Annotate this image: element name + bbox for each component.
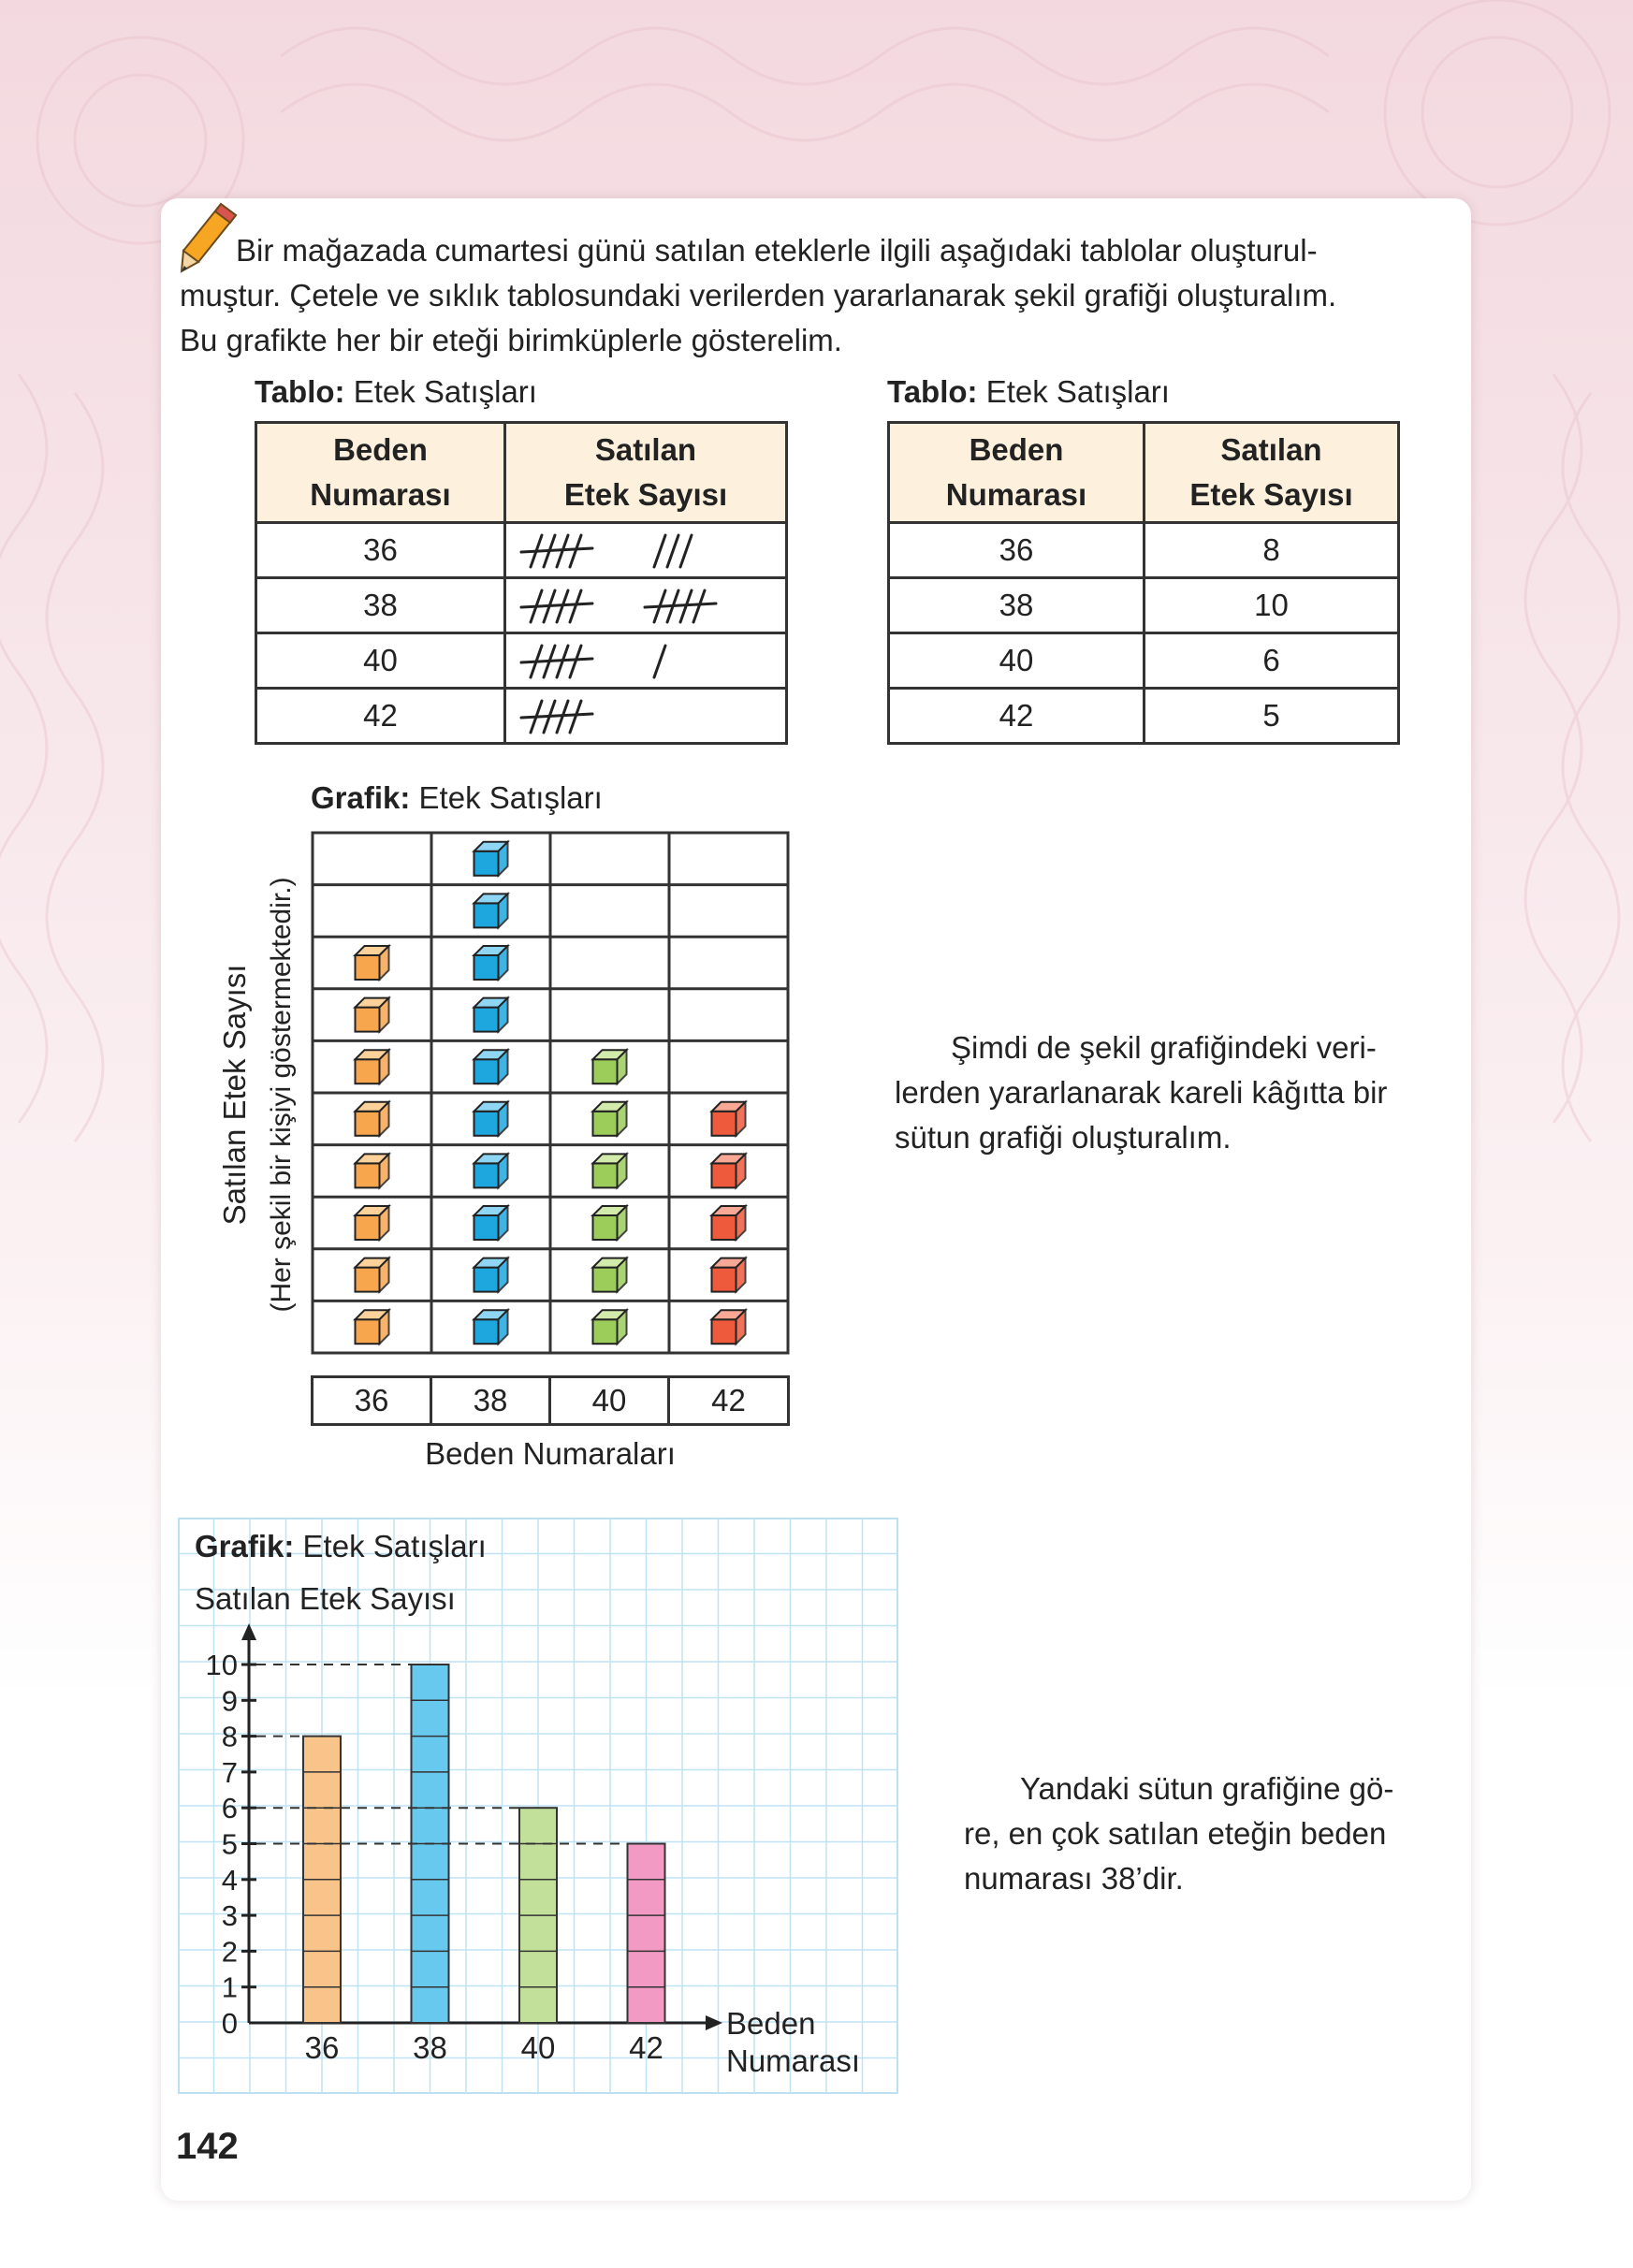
bar-chart-x-label-1: Beden [726,2006,816,2041]
tally-stroke [654,535,665,567]
side-1-line-3: sütun grafiği oluşturalım. [895,1120,1232,1155]
pictograph-title-rest: Etek Satışları [410,780,603,815]
x-tick-label: 42 [629,2030,663,2065]
y-tick-label: 7 [221,1755,238,1789]
size-cell: 42 [889,689,1145,744]
tally-stroke [570,535,581,567]
tally-stroke [570,646,581,677]
cube-icon [474,946,508,980]
table-row [889,578,1399,633]
x-tick-label: 38 [413,2030,447,2065]
table-row [256,578,787,633]
side-paragraph-1 [895,1025,1454,1160]
table-row [256,633,787,689]
cube-icon [356,998,389,1032]
tally-cross-stroke [521,659,592,662]
tally-cell [505,633,787,689]
tally-table-title [255,374,537,410]
cube-icon [474,1102,508,1136]
size-cell: 40 [256,633,505,689]
cube-icon [712,1102,746,1136]
cube-icon [356,1050,389,1083]
tally-stroke [654,646,665,677]
size-cell: 38 [256,578,505,633]
tally-marks [506,634,785,687]
tally-marks [506,690,785,742]
x-tick-label: 36 [304,2030,340,2065]
cube-icon [356,1154,389,1187]
freq-table-title-bold: Tablo: [887,374,978,409]
tally-cross-stroke [645,603,716,607]
freq-table-title [887,374,1170,410]
bar-chart-title [195,1529,487,1563]
tally-stroke [570,701,581,733]
cube-icon [356,1258,389,1292]
bar-chart [178,1518,898,2094]
intro-line-2: muştur. Çetele ve sıklık tablosundaki verilerden yararlanarak şekil grafiği oluşturalım. [180,278,1337,313]
cube-icon [474,1258,508,1292]
cube-icon [712,1310,746,1344]
cube-icon [593,1154,627,1187]
table-row [889,633,1399,689]
tally-cell [505,578,787,633]
side-2-line-1: Yandaki sütun grafiğine gö- [1020,1771,1394,1806]
page-number: 142 [176,2126,239,2167]
y-tick-label: 6 [221,1792,238,1825]
side-2-line-3: numarası 38’dir. [964,1861,1184,1896]
table-row [889,523,1399,578]
count-cell: 10 [1145,578,1399,633]
side-1-line-1: Şimdi de şekil grafiğindeki veri- [951,1030,1377,1065]
cube-icon [474,1310,508,1344]
tally-cross-stroke [521,548,592,552]
y-tick-label: 0 [221,2007,238,2040]
tally-stroke [680,535,692,567]
y-tick-label: 5 [221,1827,238,1861]
bar-chart-title-bold: Grafik: [195,1529,295,1563]
pictograph-x-cat: 38 [430,1375,551,1426]
intro-paragraph [180,228,1452,363]
pictograph-y-note: (Her şekil bir kişiyi göstermektedir.) [266,877,297,1313]
tally-cross-stroke [521,714,592,718]
freq-table-title-rest: Etek Satışları [977,374,1170,409]
y-tick-label: 10 [205,1649,238,1681]
tally-table-header-size: Beden Numarası [256,423,505,523]
cube-icon [474,842,508,876]
bar-chart-y-label: Satılan Etek Sayısı [195,1581,456,1616]
tally-cell [505,523,787,578]
y-tick-label: 1 [221,1970,238,2004]
tally-table-title-bold: Tablo: [255,374,345,409]
tally-cell [505,689,787,744]
freq-table [887,421,1400,745]
cube-icon [712,1154,746,1187]
count-cell: 5 [1145,689,1399,744]
count-cell: 6 [1145,633,1399,689]
tally-marks [506,524,785,576]
tally-stroke [570,590,581,622]
cube-icon [593,1206,627,1240]
freq-table-header-count: Satılan Etek Sayısı [1145,423,1399,523]
tally-stroke [667,535,678,567]
side-2-line-2: re, en çok satılan eteğin beden [964,1816,1387,1851]
cube-icon [712,1258,746,1292]
tally-table-header-count: Satılan Etek Sayısı [505,423,787,523]
bar [628,1844,665,2024]
cube-icon [356,1310,389,1344]
pictograph-x-cat: 40 [548,1375,670,1426]
pictograph-x-label: Beden Numaraları [425,1436,676,1471]
table-row [256,523,787,578]
cube-icon [593,1050,627,1083]
pictograph-y-axis-label [210,833,313,1357]
side-1-line-2: lerden yararlanarak kareli kâğıtta bir [895,1075,1388,1110]
cube-icon [474,1050,508,1083]
y-tick-label: 8 [221,1720,238,1753]
y-tick-label: 2 [221,1935,238,1969]
pictograph-x-cat: 42 [667,1375,790,1426]
side-paragraph-2 [964,1766,1454,1901]
tally-stroke [693,590,705,622]
pictograph-y-label: Satılan Etek Sayısı [217,964,252,1226]
cube-icon [474,894,508,927]
tally-marks [506,579,785,632]
tally-table [255,421,788,745]
y-tick-label: 9 [221,1684,238,1718]
size-cell: 40 [889,633,1145,689]
pictograph-title-bold: Grafik: [311,780,411,815]
cube-icon [356,1102,389,1136]
tally-cross-stroke [521,603,592,607]
cube-icon [593,1102,627,1136]
size-cell: 38 [889,578,1145,633]
count-cell: 8 [1145,523,1399,578]
cube-icon [474,1206,508,1240]
y-tick-label: 4 [221,1863,238,1897]
size-cell: 36 [256,523,505,578]
size-cell: 36 [889,523,1145,578]
cube-icon [712,1206,746,1240]
cube-icon [356,1206,389,1240]
tally-table-title-rest: Etek Satışları [344,374,537,409]
table-row [256,689,787,744]
x-tick-label: 40 [520,2030,556,2065]
pictograph-title [311,780,603,816]
cube-icon [593,1258,627,1292]
table-row [889,689,1399,744]
cube-icon [593,1310,627,1344]
size-cell: 42 [256,689,505,744]
bar-chart-title-rest: Etek Satışları [294,1529,487,1563]
intro-line-1: Bir mağazada cumartesi günü satılan eteklerle ilgili aşağıdaki tablolar oluşturul- [236,233,1318,268]
pictograph-x-cat: 36 [311,1375,432,1426]
bar-chart-x-label-2: Numarası [726,2043,861,2078]
freq-table-header-size: Beden Numarası [889,423,1145,523]
cube-icon [356,946,389,980]
y-tick-label: 3 [221,1899,238,1933]
intro-line-3: Bu grafikte her bir eteği birimküplerle gösterelim. [180,323,842,357]
cube-icon [474,998,508,1032]
cube-icon [474,1154,508,1187]
pictograph-grid [311,831,790,1355]
